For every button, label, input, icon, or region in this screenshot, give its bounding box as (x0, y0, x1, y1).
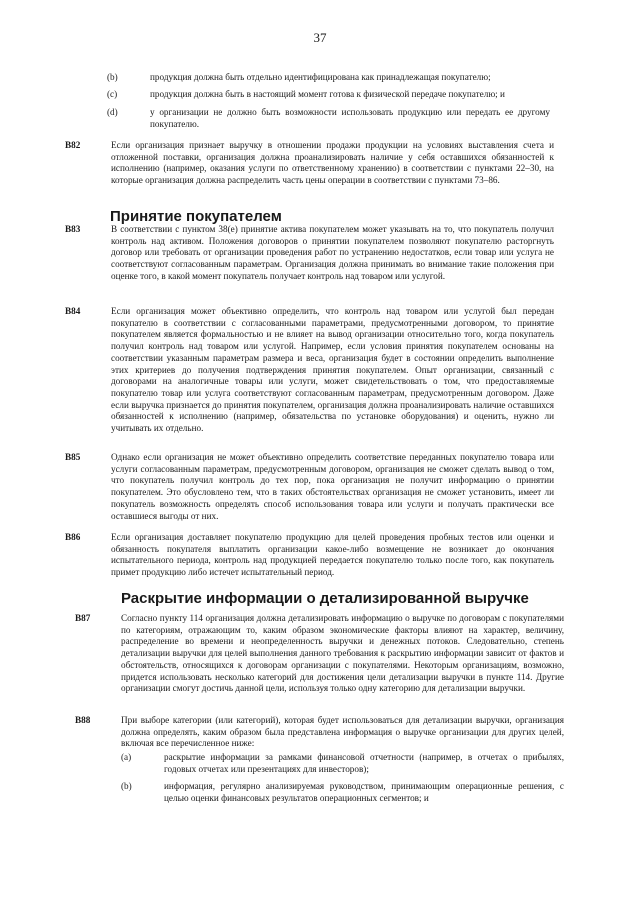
paragraph-b87 (75, 613, 564, 695)
paragraph-text: Однако если организация не может объективно определить соответствие переданных покупателю товара или услуги согласованным параметрам, предусмотренным договором, организация не сможет сделать вывод о том, что покупатель получил контроль до тех пор, пока организация не получит информацию о принятии покупателем. Это обусловлено тем, что в таких обстоятельствах организация не сможет установить, имеет ли покупатель возможность определять способ использования товара или услуги и получать практически все оставшиеся выгоды от них. (111, 452, 554, 521)
list-marker: (d) (107, 107, 118, 117)
paragraph-text: Согласно пункту 114 организация должна детализировать информацию о выручке по договорам с покупателями по категориям, отражающим то, каким образом экономические факторы влияют на характер, величину, распределение во времени и неопределенность выручки и денежных потоков. Следовательно, степень детализации выручки для целей выполнения данного требования к раскрытию информации зависит от фактов и обстоятельств, относящихся к договорам организации с покупателями. Некоторым организациям, возможно, придется использовать несколько категорий для достижения цели детализации выручки в пункте 114. Другие организации смогут достичь данной цели, используя только одну категорию для детализации выручки. (121, 613, 564, 694)
section-heading-acceptance: Принятие покупателем (110, 208, 282, 225)
paragraph-code: B88 (75, 715, 91, 725)
paragraph-code: B87 (75, 613, 91, 623)
paragraph-text: При выборе категории (или категорий), которая будет использоваться для детализации выручки, организация должна определять, каким образом была представлена информация о выручке организации для других целей, включая все перечисленное ниже: (121, 715, 564, 749)
paragraph-b86 (65, 532, 554, 579)
paragraph-text: В соответствии с пунктом 38(e) принятие актива покупателем может указывать на то, что покупатель получил контроль над активом. Положения договоров о принятии покупателем позволяют покупателю расторгнуть договор или требовать от организации проведения работ по устранению недостатков, если товар или услуга не соответствуют согласованным параметрам. Организация должна принимать во внимание такие положения при оценке того, в какой момент покупатель получает контроль над товаром или услугой. (111, 224, 554, 281)
list-text: раскрытие информации за рамками финансовой отчетности (например, в отчетах о прибылях, годовых отчетах или презентациях для инвесторов); (164, 752, 564, 774)
list-item-b (107, 72, 545, 84)
paragraph-b85 (65, 452, 554, 522)
list-item-b2 (121, 781, 564, 804)
list-item-a (121, 752, 564, 775)
paragraph-b82 (65, 140, 554, 187)
paragraph-code: B82 (65, 140, 81, 150)
paragraph-code: B83 (65, 224, 81, 234)
paragraph-text: Если организация доставляет покупателю продукцию для целей проведения пробных тестов или оценки и обязанность покупателя выплатить организации какое-либо возмещение не возникает до окончания испытательного периода, контроль над продукцией передается покупателю только после того, как покупатель примет продукцию либо истечет испытательный период. (111, 532, 554, 578)
paragraph-b88 (75, 715, 564, 750)
list-marker: (b) (107, 72, 118, 82)
list-marker: (a) (121, 752, 132, 762)
list-text: продукция должна быть в настоящий момент готова к физической передаче покупателю; и (150, 89, 505, 99)
list-item-c (107, 89, 545, 101)
paragraph-text: Если организация может объективно определить, что контроль над товаром или услугой был передан покупателю в соответствии с согласованными параметрами, предусмотренными договором, то принятие покупателем является формальностью и не влияет на вывод организации относительно того, когда покупатель получил контроль над товаром или услугой. Например, если условия принятия покупателем основаны на соответствии указанным параметрам размера и веса, организация будет в состоянии определить выполнение этих критериев до получения подтверждения принятия покупателем. Опыт организации, связанный с договорами на аналогичные товары или услуги, может свидетельствовать о том, что предоставляемые покупателю товар или услуга соответствуют согласованным параметрам, предусмотренным договором. Даже если выручка признается до принятия покупателем, организация должна проанализировать наличие оставшихся обязанностей к исполнению (например, обязательства по установке оборудования) и оценить, нужно ли учитывать их отдельно. (111, 306, 554, 434)
paragraph-code: B85 (65, 452, 81, 462)
list-text: информация, регулярно анализируемая руководством, принимающим операционные решения, с целью оценки финансовых результатов операционных сегментов; и (164, 781, 564, 803)
list-marker: (b) (121, 781, 132, 791)
list-text: у организации не должно быть возможности использовать продукцию или передать ее другому покупателю. (150, 107, 550, 129)
paragraph-code: B86 (65, 532, 81, 542)
page-number: 37 (313, 30, 327, 45)
list-text: продукция должна быть отдельно идентифицирована как принадлежащая покупателю; (150, 72, 491, 82)
paragraph-text: Если организация признает выручку в отношении продажи продукции на условиях выставления счета и отложенной поставки, организация должна проанализировать наличие у себя оставшихся обязанностей к исполнению (например, оказания услуги по ответственному хранению) в соответствии с пунктами 22–30, на которые организация должна распределить часть цены операции в соответствии с пунктами 73–86. (111, 140, 554, 186)
paragraph-b83 (65, 224, 554, 283)
list-marker: (c) (107, 89, 118, 99)
paragraph-code: B84 (65, 306, 81, 316)
section-heading-disclosure: Раскрытие информации о детализированной выручке (121, 590, 529, 607)
paragraph-b84 (65, 306, 554, 435)
list-item-d (107, 107, 550, 130)
